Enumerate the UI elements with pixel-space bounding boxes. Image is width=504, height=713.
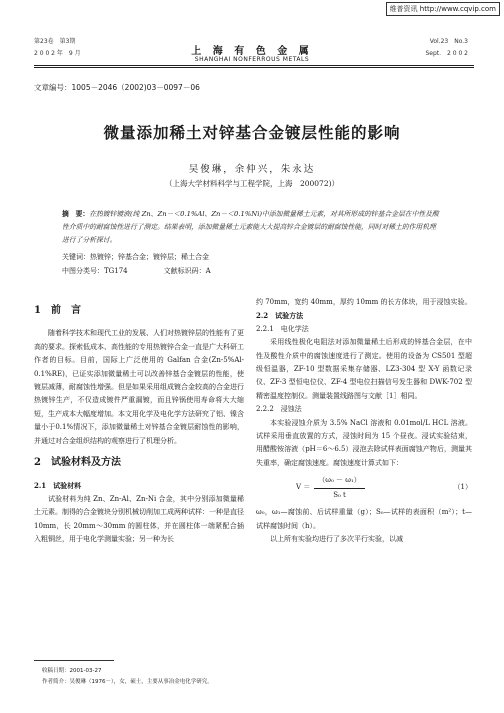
subsubsection-heading-immersion: 2.2.2 浸蚀法 xyxy=(256,405,302,414)
article-number: 文章编号：1005－2046（2002)03－0097－06 xyxy=(34,83,200,92)
corrosion-rate-formula xyxy=(256,474,472,502)
header-volume-cn: 第23卷 第3期 xyxy=(34,38,76,45)
header-rule-top xyxy=(34,65,474,66)
header-date-cn: 2 0 0 2 年 9 月 xyxy=(34,50,81,57)
watermark-banner: 维普资讯 http://www.cqvip.com xyxy=(386,2,500,16)
subsubsection-heading-electro: 2.2.1 电化学法 xyxy=(256,324,309,333)
author-list: 吴俊琳，余仲兴，朱永达 xyxy=(188,164,316,175)
abstract-text: 在热镀锌镀液(纯 Zn、Zn－＜0.1%Al、Zn－＜0.1%Ni)中添加微量稀土元素，对其所形成的锌基合金层在中性及酸性介质中的耐腐蚀性进行了测定。结果表明，添加微量稀土元素能大大提高锌合金镀层的耐腐蚀性能，同时对稀土的作用机理进行了分析探讨。 xyxy=(62,210,439,244)
formula-number: （1） xyxy=(453,483,472,492)
header-volume-en: Vol.23 No.3 xyxy=(429,38,468,45)
header-date-en: Sept. 2 0 0 2 xyxy=(425,50,468,57)
paragraph-parallel-tests: 以上所有实验均进行了多次平行实验，以减 xyxy=(270,534,403,543)
header-rule-bottom xyxy=(34,67,474,68)
formula-numerator: （ω₀ － ω₁） xyxy=(314,474,364,488)
classification-line xyxy=(62,266,211,276)
journal-title-en: SHANGHAI NONFERROUS METALS xyxy=(194,56,310,63)
footnote-author-bio: 作者简介：吴俊琳（1976－），女，硕士，主要从事冶金电化学研究。 xyxy=(42,679,213,685)
abstract xyxy=(62,208,442,247)
subsection-heading-material: 2.1 试验材料 xyxy=(34,481,82,491)
section-heading-intro: 1 前 言 xyxy=(34,305,81,316)
footnote-received: 收稿日期：2001-03-27 xyxy=(42,668,102,674)
footnote-rule xyxy=(34,660,114,661)
formula-lhs: V ＝ xyxy=(296,483,311,492)
paragraph-immersion: 本实验浸蚀介质为 3.5% NaCl 溶液和 0.01mol/L HCL 溶液。试样采用垂直放置的方式，浸蚀时间为 15 个昼夜。浸试实验结束，用醋酸铵溶液（pH＝6～6.5）浸泡去除试样表面腐蚀产物后，测量其失重率，确定腐蚀速度。腐蚀速度计算式如下： xyxy=(256,418,472,467)
paper-title: 微量添加稀土对锌基合金镀层性能的影响 xyxy=(103,123,401,142)
left-column xyxy=(34,296,244,547)
paragraph-electro: 采用线性极化电阻法对添加微量稀土后形成的锌基合金层，在中性及酸性介质中的腐蚀速度进行了测定。使用的设备为 CS501 型超级恒温器，ZF-10 型数据采集存储器、LZ3-304 型 X-Y 函数记录仪、ZF-3 型恒电位仪、ZF-4 型电位扫描信号发生器和 DWK-702 型精密温度控制仪。测量装置线路图与文献［1］相同。 xyxy=(256,338,472,400)
formula-fraction xyxy=(314,474,364,502)
abstract-label: 摘 要： xyxy=(62,210,90,218)
journal-title-cn: 上 海 有 色 金 属 xyxy=(191,46,313,57)
clc-number: 中图分类号：TG174 xyxy=(62,267,128,275)
subsection-heading-method: 2.2 试验方法 xyxy=(256,311,304,321)
right-column xyxy=(256,296,472,546)
formula-legend: ω₀，ω₁—腐蚀前、后试样重量（g）；S₀—试样的表面积（m²）；t—试样腐蚀时间（h）。 xyxy=(256,508,472,530)
keywords: 关键词：热镀锌；锌基合金；镀锌层；稀土合金 xyxy=(62,253,209,261)
formula-denominator: S₀ t xyxy=(333,490,346,499)
paragraph-continued: 约 70mm，宽约 40mm，厚约 10mm 的长方体块，用于浸蚀实验。 xyxy=(256,298,472,306)
section-heading-method: 2 试验材料及方法 xyxy=(34,457,121,469)
paragraph-material: 试验材料为纯 Zn、Zn-Al、Zn-Ni 合金，其中分别添加微量稀土元素。制得的合金镀块分别机械切削加工成两种试样：一种是直径 10mm，长 20mm～30mm 的圆柱体，并在圆柱体一端紧配合插入粗铜丝，用于电化学测量实验；另一种为长 xyxy=(34,494,244,544)
paragraph-intro: 随着科学技术和现代工业的发展、人们对热镀锌层的性能有了更高的要求。探索低成本、高性能的专用热镀锌合金一直是广大科研工作者的目标。目前，国际上广泛使用的 Galfan 合金(Zn-5%Al-0.1%RE)，已证实添加微量稀土可以改善锌基合金镀层的性能，使镀层减薄，耐腐蚀性增强。但是如果采用组成镀合金较高的合金进行热镀锌生产，不仅造成镀件严重漏镀，而且锌锅使用寿命将大大缩短，生产成本大幅度增加。本文用化学及电化学方法研究了铝、镍含量小于0.1%情况下，添加微量稀土对锌基合金镀层耐蚀性的影响，并通过对合金组织结构的观察进行了机理分析。 xyxy=(34,329,244,445)
document-code: 文献标识码：A xyxy=(163,267,211,275)
affiliation: （上海大学材料科学与工程学院，上海 200072)） xyxy=(164,179,340,188)
